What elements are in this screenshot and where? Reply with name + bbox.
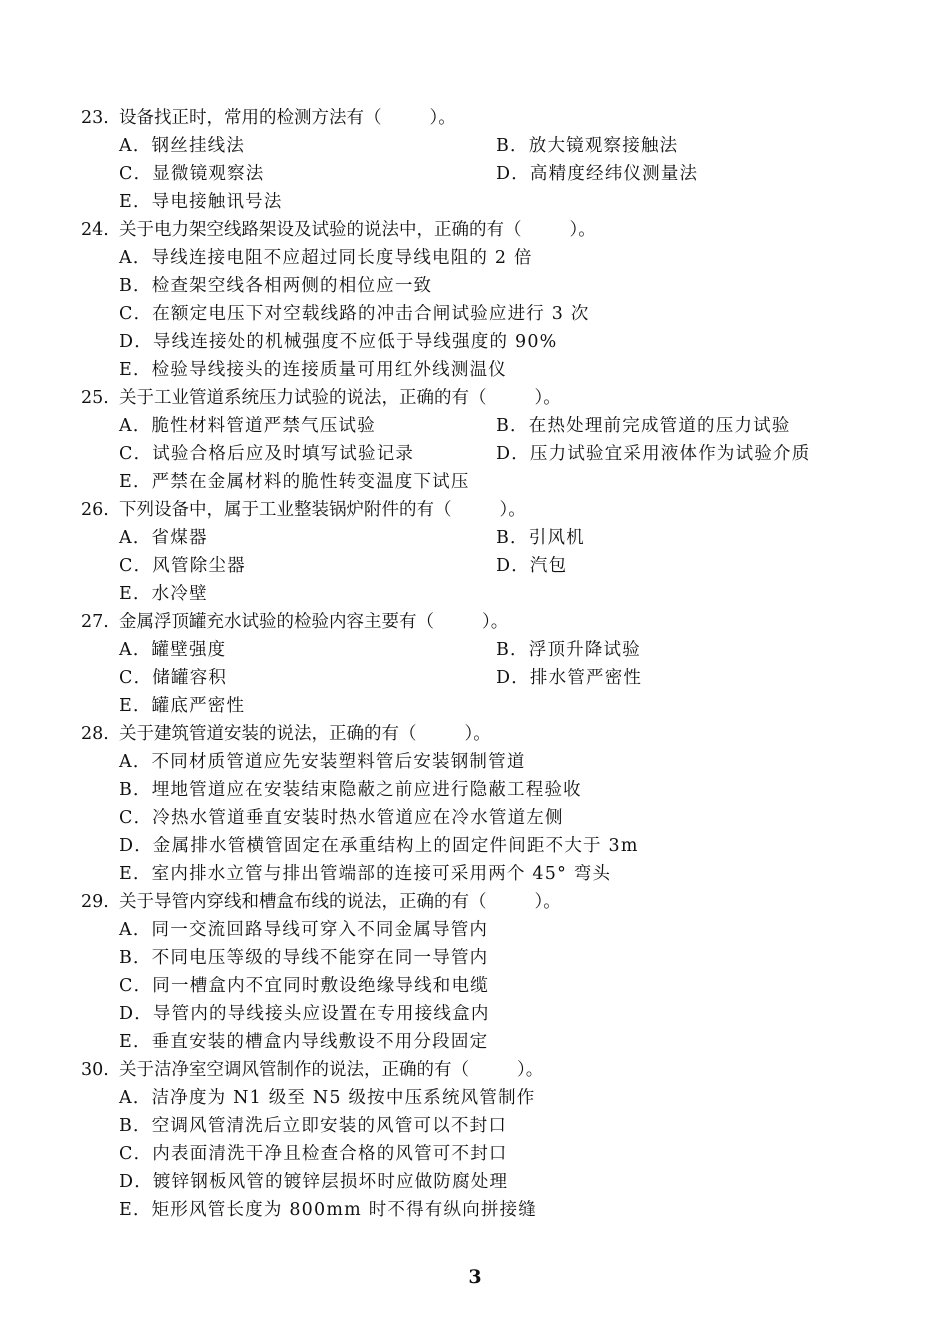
option-e: E．严禁在金属材料的脆性转变温度下试压 — [119, 472, 470, 492]
option-b: B．埋地管道应在安装结束隐蔽之前应进行隐蔽工程验收 — [119, 780, 582, 800]
option-a: A．罐壁强度 — [119, 640, 227, 660]
option-a: A．省煤器 — [119, 528, 208, 548]
question-text: 设备找正时，常用的检测方法有（ — [119, 108, 382, 128]
question-30-stem — [81, 1056, 543, 1084]
option-d: D．汽包 — [496, 556, 568, 576]
option-e: E．室内排水立管与排出管端部的连接可采用两个 45° 弯头 — [119, 864, 612, 884]
question-text: 关于建筑管道安装的说法，正确的有（ — [119, 724, 417, 744]
option-b: B．检查架空线各相两侧的相位应一致 — [119, 276, 433, 296]
question-text-end: ）。 — [482, 612, 509, 632]
option-b: B．引风机 — [496, 528, 585, 548]
option-c: C．显微镜观察法 — [119, 164, 265, 184]
option-a: A．同一交流回路导线可穿入不同金属导管内 — [119, 920, 489, 940]
question-text-end: ）。 — [429, 108, 456, 128]
question-text-end: ）。 — [569, 220, 596, 240]
question-27-stem — [81, 608, 508, 636]
question-text-end: ）。 — [534, 892, 561, 912]
question-number: 27. — [81, 612, 109, 632]
option-a: A．脆性材料管道严禁气压试验 — [119, 416, 376, 436]
option-c: C．内表面清洗干净且检查合格的风管可不封口 — [119, 1144, 508, 1164]
option-a: A．不同材质管道应先安装塑料管后安装钢制管道 — [119, 752, 526, 772]
option-c: C．在额定电压下对空载线路的冲击合闸试验应进行 3 次 — [119, 304, 590, 324]
question-number: 23. — [81, 108, 109, 128]
option-e: E．检验导线接头的连接质量可用红外线测温仪 — [119, 360, 507, 380]
option-d: D．导线连接处的机械强度不应低于导线强度的 90% — [119, 332, 558, 352]
question-text: 关于导管内穿线和槽盒布线的说法，正确的有（ — [119, 892, 487, 912]
option-b: B．在热处理前完成管道的压力试验 — [496, 416, 791, 436]
question-26-stem — [81, 496, 526, 524]
question-text-end: ）。 — [464, 724, 491, 744]
option-b: B．放大镜观察接触法 — [496, 136, 679, 156]
question-29-stem — [81, 888, 561, 916]
option-e: E．导电接触讯号法 — [119, 192, 283, 212]
option-e: E．罐底严密性 — [119, 696, 246, 716]
question-text: 关于工业管道系统压力试验的说法，正确的有（ — [119, 388, 487, 408]
option-b: B．空调风管清洗后立即安装的风管可以不封口 — [119, 1116, 508, 1136]
question-text-end: ）。 — [534, 388, 561, 408]
question-number: 30. — [81, 1060, 109, 1080]
question-text: 关于电力架空线路架设及试验的说法中，正确的有（ — [119, 220, 522, 240]
option-d: D．镀锌钢板风管的镀锌层损坏时应做防腐处理 — [119, 1172, 509, 1192]
question-text: 金属浮顶罐充水试验的检验内容主要有（ — [119, 612, 434, 632]
question-text: 关于洁净室空调风管制作的说法，正确的有（ — [119, 1060, 469, 1080]
page-number: 3 — [468, 1266, 482, 1288]
option-b: B．浮顶升降试验 — [496, 640, 641, 660]
question-23-stem — [81, 104, 456, 132]
option-c: C．同一槽盒内不宜同时敷设绝缘导线和电缆 — [119, 976, 489, 996]
option-a: A．钢丝挂线法 — [119, 136, 246, 156]
question-number: 25. — [81, 388, 109, 408]
question-28-stem — [81, 720, 491, 748]
option-b: B．不同电压等级的导线不能穿在同一导管内 — [119, 948, 489, 968]
option-d: D．金属排水管横管固定在承重结构上的固定件间距不大于 3m — [119, 836, 639, 856]
option-e: E．水冷壁 — [119, 584, 208, 604]
option-c: C．冷热水管道垂直安装时热水管道应在冷水管道左侧 — [119, 808, 564, 828]
question-text-end: ）。 — [499, 500, 526, 520]
option-d: D．导管内的导线接头应设置在专用接线盒内 — [119, 1004, 490, 1024]
option-e: E．垂直安装的槽盒内导线敷设不用分段固定 — [119, 1032, 489, 1052]
question-number: 28. — [81, 724, 109, 744]
option-c: C．风管除尘器 — [119, 556, 246, 576]
question-number: 24. — [81, 220, 109, 240]
option-a: A．洁净度为 N1 级至 N5 级按中压系统风管制作 — [119, 1088, 536, 1108]
option-a: A．导线连接电阻不应超过同长度导线电阻的 2 倍 — [119, 248, 533, 268]
question-number: 26. — [81, 500, 109, 520]
option-d: D．压力试验宜采用液体作为试验介质 — [496, 444, 811, 464]
question-text-end: ）。 — [517, 1060, 544, 1080]
question-25-stem — [81, 384, 561, 412]
option-d: D．高精度经纬仪测量法 — [496, 164, 699, 184]
option-d: D．排水管严密性 — [496, 668, 643, 688]
option-c: C．储罐容积 — [119, 668, 228, 688]
question-24-stem — [81, 216, 596, 244]
question-number: 29. — [81, 892, 109, 912]
option-e: E．矩形风管长度为 800mm 时不得有纵向拼接缝 — [119, 1200, 537, 1220]
question-text: 下列设备中，属于工业整装锅炉附件的有（ — [119, 500, 452, 520]
option-c: C．试验合格后应及时填写试验记录 — [119, 444, 415, 464]
